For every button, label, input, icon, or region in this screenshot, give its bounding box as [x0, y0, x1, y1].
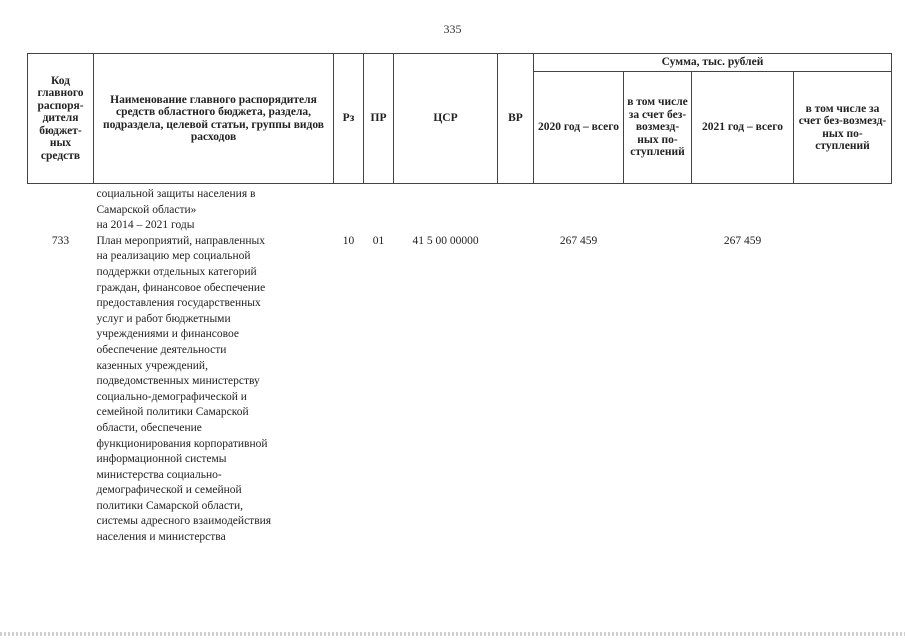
row-name-line: министерства социально-: [96, 468, 222, 481]
header-2021-total: 2021 год – всего: [692, 72, 794, 184]
row-name-line: поддержки отдельных категорий: [96, 265, 257, 278]
continuation-row: [28, 184, 892, 234]
header-csr: ЦСР: [394, 54, 498, 184]
row-name-line: системы адресного взаимодействия: [96, 515, 272, 528]
scan-edge-divider: [0, 632, 905, 636]
row-name-line: План мероприятий, направленных: [96, 234, 266, 247]
header-vr: ВР: [498, 54, 534, 184]
row-name-line: граждан, финансовое обеспечение: [96, 281, 266, 294]
row-name-line: обеспечение деятельности: [96, 343, 227, 356]
row-2020-total: 267 459: [559, 234, 598, 247]
row-name-line: демографической и семейной: [96, 484, 242, 497]
row-2020-grants: [624, 234, 692, 546]
row-pr: 01: [372, 234, 385, 247]
continuation-line: Самарской области»: [96, 203, 197, 216]
header-2021-grants: в том числе за счет без-возмезд-ных по-ступлений: [794, 72, 892, 184]
row-code: 733: [51, 234, 70, 247]
row-2021-total: 267 459: [723, 234, 762, 247]
header-pr: ПР: [364, 54, 394, 184]
continuation-line: на 2014 – 2021 годы: [96, 219, 195, 232]
row-name-line: предоставления государственных: [96, 297, 261, 310]
header-sum: Сумма, тыс. рублей: [534, 54, 892, 72]
header-code: Код главного распоря-дителя бюджет-ных средств: [28, 54, 94, 184]
budget-table: [27, 53, 892, 546]
page-number: 335: [443, 22, 462, 36]
row-name-line: учреждениями и финансовое: [96, 328, 239, 341]
row-name-line: населения и министерства: [96, 531, 226, 544]
row-name-line: функционирования корпоративной: [96, 437, 268, 450]
row-name-line: семейной политики Самарской: [96, 406, 249, 419]
row-name-line: подведомственных министерству: [96, 375, 260, 388]
row-name-line: казенных учреждений,: [96, 359, 208, 372]
header-name: Наименование главного распорядителя средств областного бюджета, раздела, подраздела, целевой статьи, группы видов расходов: [94, 54, 334, 184]
row-vr: [498, 234, 534, 546]
row-name-line: на реализацию мер социальной: [96, 250, 251, 263]
continuation-line: социальной защиты населения в: [96, 188, 256, 200]
header-2020-total: 2020 год – всего: [534, 72, 624, 184]
header-2020-grants: в том числе за счет без-возмезд-ных по-ступлений: [624, 72, 692, 184]
row-name-line: услуг и работ бюджетными: [96, 312, 231, 325]
header-rz: Рз: [334, 54, 364, 184]
row-name-line: политики Самарской области,: [96, 499, 243, 512]
table-row: [28, 234, 892, 546]
row-2021-grants: [794, 234, 892, 546]
row-csr: 41 5 00 00000: [412, 234, 479, 247]
row-name-line: области, обеспечение: [96, 421, 202, 434]
row-name-line: информационной системы: [96, 453, 227, 466]
row-name: [94, 234, 334, 546]
row-name-line: социально-демографической и: [96, 390, 247, 403]
row-rz: 10: [342, 234, 355, 247]
